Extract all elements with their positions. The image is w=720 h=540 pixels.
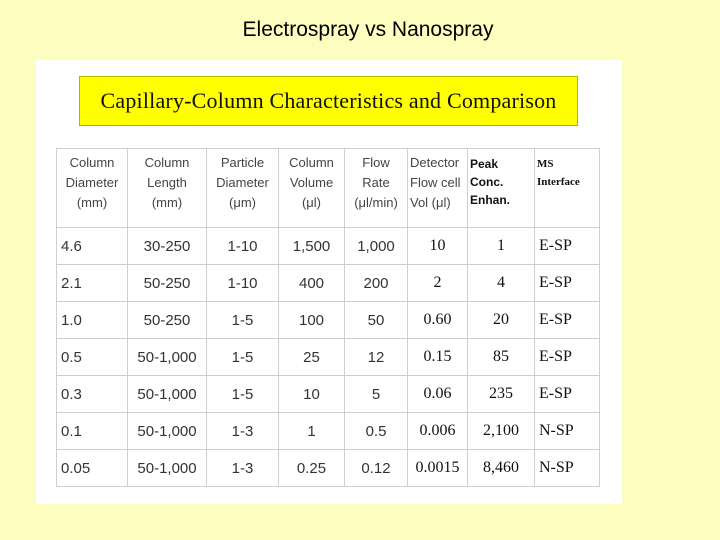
- cell-column-diameter: 0.3: [57, 376, 128, 413]
- cell-column-length: 50-250: [128, 265, 207, 302]
- comparison-table: [56, 148, 600, 487]
- cell-ms-interface: E-SP: [535, 302, 600, 339]
- cell-column-diameter: 4.6: [57, 228, 128, 265]
- cell-column-volume: 0.25: [279, 450, 345, 487]
- cell-column-diameter: 0.5: [57, 339, 128, 376]
- cell-particle-diameter: 1-5: [207, 376, 279, 413]
- header-column-volume: Column Volume (μl): [279, 149, 345, 228]
- cell-column-length: 50-1,000: [128, 339, 207, 376]
- cell-detector-flow-cell: 0.06: [408, 376, 468, 413]
- cell-particle-diameter: 1-3: [207, 413, 279, 450]
- cell-peak-conc-enhan: 235: [468, 376, 535, 413]
- header-ms-interface: MS Interface: [535, 149, 600, 228]
- cell-ms-interface: E-SP: [535, 376, 600, 413]
- table-row: [57, 302, 600, 339]
- table-row: [57, 228, 600, 265]
- cell-particle-diameter: 1-10: [207, 265, 279, 302]
- table-row: [57, 265, 600, 302]
- table-row: [57, 450, 600, 487]
- table-row: [57, 376, 600, 413]
- cell-ms-interface: N-SP: [535, 413, 600, 450]
- cell-ms-interface: N-SP: [535, 450, 600, 487]
- cell-detector-flow-cell: 0.15: [408, 339, 468, 376]
- table-header-row: [57, 149, 600, 228]
- cell-column-diameter: 1.0: [57, 302, 128, 339]
- cell-detector-flow-cell: 2: [408, 265, 468, 302]
- cell-ms-interface: E-SP: [535, 228, 600, 265]
- cell-flow-rate: 0.5: [345, 413, 408, 450]
- cell-column-volume: 1: [279, 413, 345, 450]
- cell-peak-conc-enhan: 20: [468, 302, 535, 339]
- header-column-diameter: Column Diameter (mm): [57, 149, 128, 228]
- cell-detector-flow-cell: 0.0015: [408, 450, 468, 487]
- header-flow-rate: Flow Rate (μl/min): [345, 149, 408, 228]
- cell-column-length: 50-1,000: [128, 450, 207, 487]
- cell-particle-diameter: 1-3: [207, 450, 279, 487]
- cell-detector-flow-cell: 0.006: [408, 413, 468, 450]
- cell-particle-diameter: 1-5: [207, 339, 279, 376]
- cell-peak-conc-enhan: 1: [468, 228, 535, 265]
- cell-column-volume: 400: [279, 265, 345, 302]
- cell-column-length: 50-250: [128, 302, 207, 339]
- cell-flow-rate: 1,000: [345, 228, 408, 265]
- cell-detector-flow-cell: 0.60: [408, 302, 468, 339]
- cell-column-volume: 1,500: [279, 228, 345, 265]
- cell-column-volume: 10: [279, 376, 345, 413]
- cell-ms-interface: E-SP: [535, 339, 600, 376]
- cell-column-diameter: 0.05: [57, 450, 128, 487]
- cell-flow-rate: 200: [345, 265, 408, 302]
- cell-flow-rate: 12: [345, 339, 408, 376]
- cell-column-length: 30-250: [128, 228, 207, 265]
- cell-column-length: 50-1,000: [128, 376, 207, 413]
- cell-particle-diameter: 1-10: [207, 228, 279, 265]
- cell-particle-diameter: 1-5: [207, 302, 279, 339]
- cell-peak-conc-enhan: 85: [468, 339, 535, 376]
- cell-flow-rate: 50: [345, 302, 408, 339]
- table-row: [57, 339, 600, 376]
- header-particle-diameter: Particle Diameter (μm): [207, 149, 279, 228]
- cell-flow-rate: 5: [345, 376, 408, 413]
- cell-column-diameter: 0.1: [57, 413, 128, 450]
- table-row: [57, 413, 600, 450]
- cell-ms-interface: E-SP: [535, 265, 600, 302]
- cell-peak-conc-enhan: 4: [468, 265, 535, 302]
- cell-column-volume: 100: [279, 302, 345, 339]
- cell-flow-rate: 0.12: [345, 450, 408, 487]
- header-detector-flow-cell: Detector Flow cell Vol (μl): [408, 149, 468, 228]
- cell-column-length: 50-1,000: [128, 413, 207, 450]
- header-peak-conc-enhan: Peak Conc. Enhan.: [468, 149, 535, 228]
- table-banner: Capillary-Column Characteristics and Comparison: [79, 76, 578, 126]
- cell-column-diameter: 2.1: [57, 265, 128, 302]
- cell-peak-conc-enhan: 8,460: [468, 450, 535, 487]
- cell-column-volume: 25: [279, 339, 345, 376]
- cell-detector-flow-cell: 10: [408, 228, 468, 265]
- slide-title: Electrospray vs Nanospray: [242, 18, 494, 41]
- cell-peak-conc-enhan: 2,100: [468, 413, 535, 450]
- header-column-length: Column Length (mm): [128, 149, 207, 228]
